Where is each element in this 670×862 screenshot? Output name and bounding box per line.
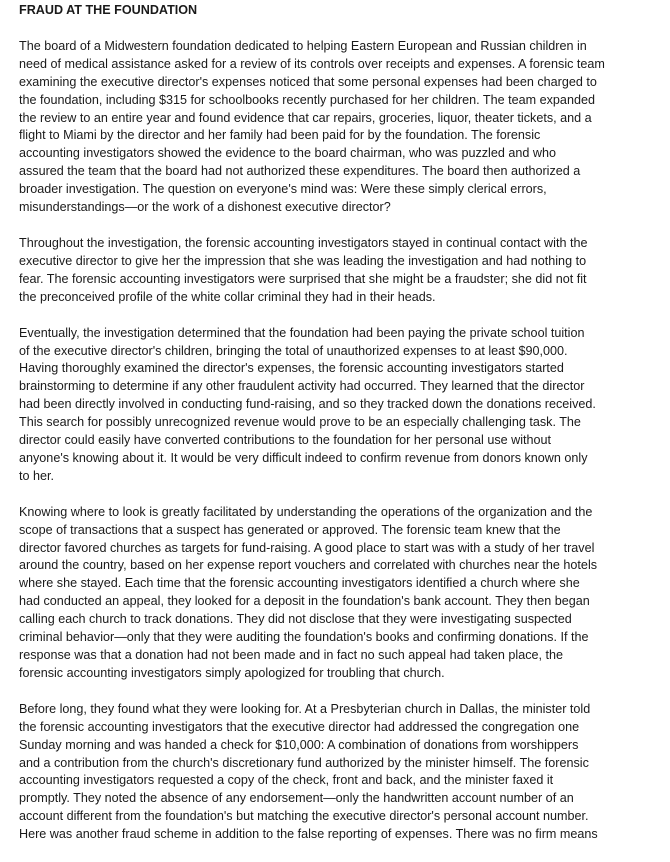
text-line: Throughout the investigation, the forensic accounting investigators stayed in continual contact with the: [19, 235, 588, 250]
document-page[interactable]: [19, 2, 651, 862]
text-line: misunderstandings—or the work of a dishonest executive director?: [19, 200, 391, 215]
text-line: accounting investigators requested a copy of the check, front and back, and the minister faxed it: [19, 773, 554, 788]
text-line: Knowing where to look is greatly facilitated by understanding the operations of the organization and the: [19, 504, 593, 519]
document-title: FRAUD AT THE FOUNDATION: [19, 3, 198, 17]
text-line: of the executive director's children, bringing the total of unauthorized expenses to at least $90,000.: [19, 343, 568, 358]
text-line: the foundation, including $315 for schoolbooks recently purchased for her children. The team expanded: [19, 92, 595, 107]
text-line: the preconceived profile of the white collar criminal they had in their heads.: [19, 289, 436, 304]
text-line: and a contribution from the church's discretionary fund authorized by the minister himself. The forensic: [19, 755, 589, 770]
text-line: calling each church to track donations. They did not disclose that they were investigating suspected: [19, 612, 572, 627]
text-line: accounting investigators showed the evidence to the board chairman, who was puzzled and who: [19, 146, 556, 161]
text-line: the review to an entire year and found evidence that car repairs, groceries, liquor, theater tickets, and a: [19, 110, 592, 125]
text-line: where she stayed. Each time that the forensic accounting investigators identified a church where she: [19, 576, 580, 591]
text-line: Before long, they found what they were looking for. At a Presbyterian church in Dallas, the minister told: [19, 701, 591, 716]
text-line: response was that a donation had not been made and in fact no such appeal had taken place, the: [19, 648, 564, 662]
text-line: the forensic accounting investigators that the executive director had addressed the congregation one: [19, 719, 580, 734]
text-line: anyone's knowing about it. It would be very difficult indeed to confirm revenue from donors known only: [19, 450, 588, 465]
text-line: flight to Miami by the director and her family had been paid for by the foundation. The forensic: [19, 128, 541, 143]
text-line: fear. The forensic accounting investigators were surprised that she might be a fraudster; she did not fit: [19, 271, 587, 286]
text-line: The board of a Midwestern foundation dedicated to helping Eastern European and Russian children in: [19, 38, 587, 53]
text-line: broader investigation. The question on everyone's mind was: Were these simply clerical errors,: [19, 182, 547, 197]
text-line: to her.: [19, 468, 55, 483]
text-line: examining the executive director's expenses noticed that some personal expenses had been charged to: [19, 74, 597, 89]
text-line: brainstorming to determine if any other fraudulent activity had occurred. They learned that the director: [19, 379, 585, 394]
paragraph-5: [19, 701, 651, 844]
text-line: promptly. They noted the absence of any endorsement—only the handwritten account number of an: [19, 791, 574, 806]
text-line: scope of transactions that a suspect has generated or approved. The forensic team knew that the: [19, 522, 561, 537]
text-line: executive director to give her the impression that she was leading the investigation and had nothing to: [19, 253, 587, 268]
text-line: need of medical assistance asked for a review of its controls over receipts and expenses. A forensic team: [19, 56, 605, 71]
paragraph-1: [19, 38, 651, 217]
text-line: forensic accounting investigators simply apologized for troubling that church.: [19, 665, 445, 680]
text-line: director could easily have converted contributions to the foundation for her personal use without: [19, 433, 552, 448]
text-line: had conducted an appeal, they looked for a deposit in the foundation's bank account. They then began: [19, 594, 590, 609]
text-line: assured the team that the board had not authorized these expenditures. The board then authorized a: [19, 164, 581, 179]
text-line: Sunday morning and was handed a check for $10,000: A combination of donations from worshippers: [19, 737, 579, 752]
text-line: director favored churches as targets for fund-raising. A good place to start was with a study of her travel: [19, 540, 595, 555]
text-line: criminal behavior—only that they were auditing the foundation's books and confirming donations. If the: [19, 630, 589, 645]
text-line: Eventually, the investigation determined that the foundation had been paying the private school tuition: [19, 325, 585, 340]
text-line: around the country, based on her expense report vouchers and correlated with churches near the hotels: [19, 558, 598, 573]
paragraph-3: [19, 325, 651, 486]
text-line: account different from the foundation's but matching the executive director's personal account number.: [19, 809, 589, 824]
paragraph-2: [19, 235, 651, 307]
text-line: This search for possibly unrecognized revenue would prove to be an especially challenging task. The: [19, 415, 581, 430]
text-line: had been directly involved in conducting fund-raising, and so they tracked down the donations received.: [19, 397, 596, 412]
paragraph-4: [19, 504, 651, 683]
text-line: Here was another fraud scheme in addition to the false reporting of expenses. There was no firm means: [19, 827, 598, 842]
text-line: Having thoroughly examined the director's expenses, the forensic accounting investigators started: [19, 361, 564, 376]
